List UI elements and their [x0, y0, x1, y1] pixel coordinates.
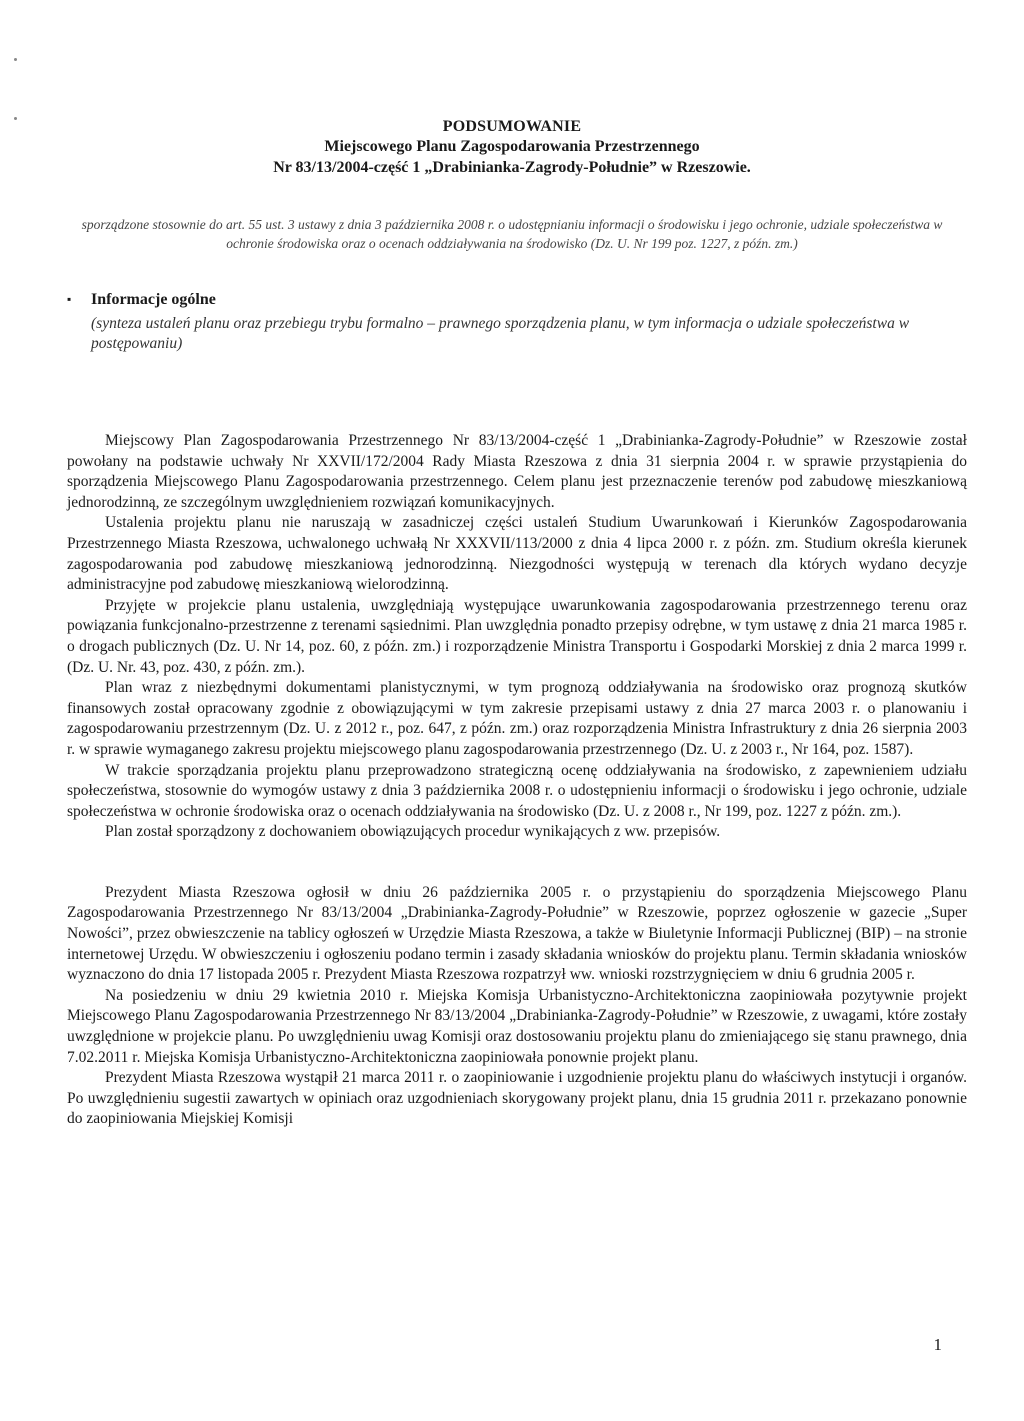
body-paragraph: Na posiedzeniu w dniu 29 kwietnia 2010 r. Miejska Komisja Urbanistyczno-Architektoniczna zaopiniowała pozytywnie projekt Miejscowego Planu Zagospodarowania Przestrzennego Nr 83/13/2004 „Drabinianka-Zagrody-Południe” w Rzeszowie, z uwagami, które zostały uwzględnione w projekcie planu. Po uwzględnieniu uwag Komisji oraz dostosowaniu projektu planu do zmieniającego się stanu prawnego, dnia 7.02.2011 r. Miejska Komisja Urbanistyczno-Architektoniczna zaopiniowała ponownie projekt planu. [67, 986, 967, 1066]
body-paragraph: Ustalenia projektu planu nie naruszają w zasadniczej części ustaleń Studium Uwarunkowań i Kierunków Zagospodarowania Przestrzennego Miasta Rzeszowa, uchwalonego uchwałą Nr XXXVII/113/2000 z dnia 4 lipca 2000 r. z późn. zm. Studium określa kierunek zagospodarowania pod zabudowę mieszkaniową jednorodzinną. Niezgodności występują w terenach dla których wydano decyzje administracyjne pod zabudowę mieszkaniową wielorodzinną. [67, 514, 967, 594]
plan-name: Nr 83/13/2004-część 1 „Drabinianka-Zagrody-Południe” w Rzeszowie. [273, 159, 751, 176]
body-paragraph: Przyjęte w projekcie planu ustalenia, uwzględniają występujące uwarunkowania zagospodarowania przestrzennego terenu oraz powiązania funkcjonalno-przestrzenne z terenami sąsiednimi. Plan uwzględnia ponadto przepisy odrębne, w tym ustawę z dnia 21 marca 1985 r. o drogach publicznych (Dz. U. Nr 14, poz. 60, z późn. zm.) i rozporządzenie Ministra Transportu i Gospodarki Morskiej z dnia 2 marca 1999 r. (Dz. U. Nr. 43, poz. 430, z późn. zm.). [67, 596, 967, 676]
document-body [67, 431, 967, 1130]
body-paragraph: Plan wraz z niezbędnymi dokumentami planistycznymi, w tym prognozą oddziaływania na środowisko oraz prognozą skutków finansowych został opracowany zgodnie z obowiązującymi w tym zakresie przepisami ustawy z dnia 27 marca 2003 r. o planowaniu i zagospodarowaniu przestrzennym (Dz. U. z 2012 r., poz. 647, z późn. zm.) oraz rozporządzenia Ministra Infrastruktury z dnia 26 sierpnia 2003 r. w sprawie wymaganego zakresu projektu miejscowego planu zagospodarowania przestrzennego (Dz. U. z 2003 r., Nr 164, poz. 1587). [67, 679, 967, 758]
bullet-icon: ▪ [67, 292, 72, 306]
document-header [60, 117, 964, 178]
section-title: Informacje ogólne [91, 291, 216, 308]
page-number: 1 [933, 1335, 942, 1354]
scan-artifact [14, 117, 17, 120]
body-paragraph: Miejscowy Plan Zagospodarowania Przestrzennego Nr 83/13/2004-część 1 „Drabinianka-Zagrody-Południe” w Rzeszowie został powołany na podstawie uchwały Nr XXVII/172/2004 Rady Miasta Rzeszowa z dnia 31 sierpnia 2004 r. w sprawie przystąpienia do sporządzenia Miejscowego Planu Zagospodarowania przestrzennego. Celem planu jest przeznaczenie terenów pod zabudowę mieszkaniową jednorodzinną, ze szczególnym uwzględnieniem rozwiązań komunikacyjnych. [67, 432, 967, 511]
section-general-info [67, 290, 967, 354]
document-title: PODSUMOWANIE [442, 118, 582, 135]
body-paragraph: W trakcie sporządzania projektu planu przeprowadzono strategiczną ocenę oddziaływania na środowisko, z zapewnieniem udziału społeczeństwa, stosownie do wymogów ustawy z dnia 3 października 2008 r. o udostępnieniu informacji o środowisku i jego ochronie, udziale społeczeństwa w ochronie środowiska oraz o ocenach oddziaływania na środowisko (Dz. U. z 2008 r., Nr 199, poz. 1227 z późn. zm.). [67, 761, 967, 820]
body-paragraph: Plan został sporządzony z dochowaniem obowiązujących procedur wynikających z ww. przepisów. [105, 823, 721, 841]
section-synthesis: (synteza ustaleń planu oraz przebiegu trybu formalno – prawnego sporządzenia planu, w tym informacja o udziale społeczeństwa w postępowaniu) [91, 315, 910, 352]
body-paragraph: Prezydent Miasta Rzeszowa ogłosił w dniu 26 października 2005 r. o przystąpieniu do sporządzenia Miejscowego Planu Zagospodarowania Przestrzennego Nr 83/13/2004 „Drabinianka-Zagrody-Południe” w Rzeszowie, poprzez ogłoszenie w gazecie „Super Nowości”, przez obwieszczenie na tablicy ogłoszeń w Urzędzie Miasta Rzeszowa, a także w Biuletynie Informacji Publicznej (BIP) – na stronie internetowej Urzędu. W obwieszczeniu i ogłoszeniu podano termin i zasady składania wniosków do projektu planu. Termin składania wniosków wyznaczono do dnia 17 listopada 2005 r. Prezydent Miasta Rzeszowa rozpatrzył ww. wnioski rozstrzygnięciem w dniu 6 grudnia 2005 r. [67, 883, 967, 984]
legal-basis: sporządzone stosownie do art. 55 ust. 3 ustawy z dnia 3 października 2008 r. o udostępnianiu informacji o środowisku i jego ochronie, udziale społeczeństwa w ochronie środowiska oraz o ocenach oddziaływania na środowisko (Dz. U. Nr 199 poz. 1227, z późn. zm.) [81, 217, 943, 251]
scan-artifact [14, 58, 17, 61]
paragraph-gap [67, 843, 967, 883]
document-subtitle: Miejscowego Planu Zagospodarowania Przestrzennego [324, 138, 700, 155]
body-paragraph: Prezydent Miasta Rzeszowa wystąpił 21 marca 2011 r. o zaopiniowanie i uzgodnienie projektu planu do właściwych instytucji i organów. Po uwzględnieniu sugestii zawartych w opiniach oraz uzgodnieniach skorygowany projekt planu, dnia 15 grudnia 2011 r. przekazano ponownie do zaopiniowania Miejskiej Komisji [67, 1069, 967, 1128]
